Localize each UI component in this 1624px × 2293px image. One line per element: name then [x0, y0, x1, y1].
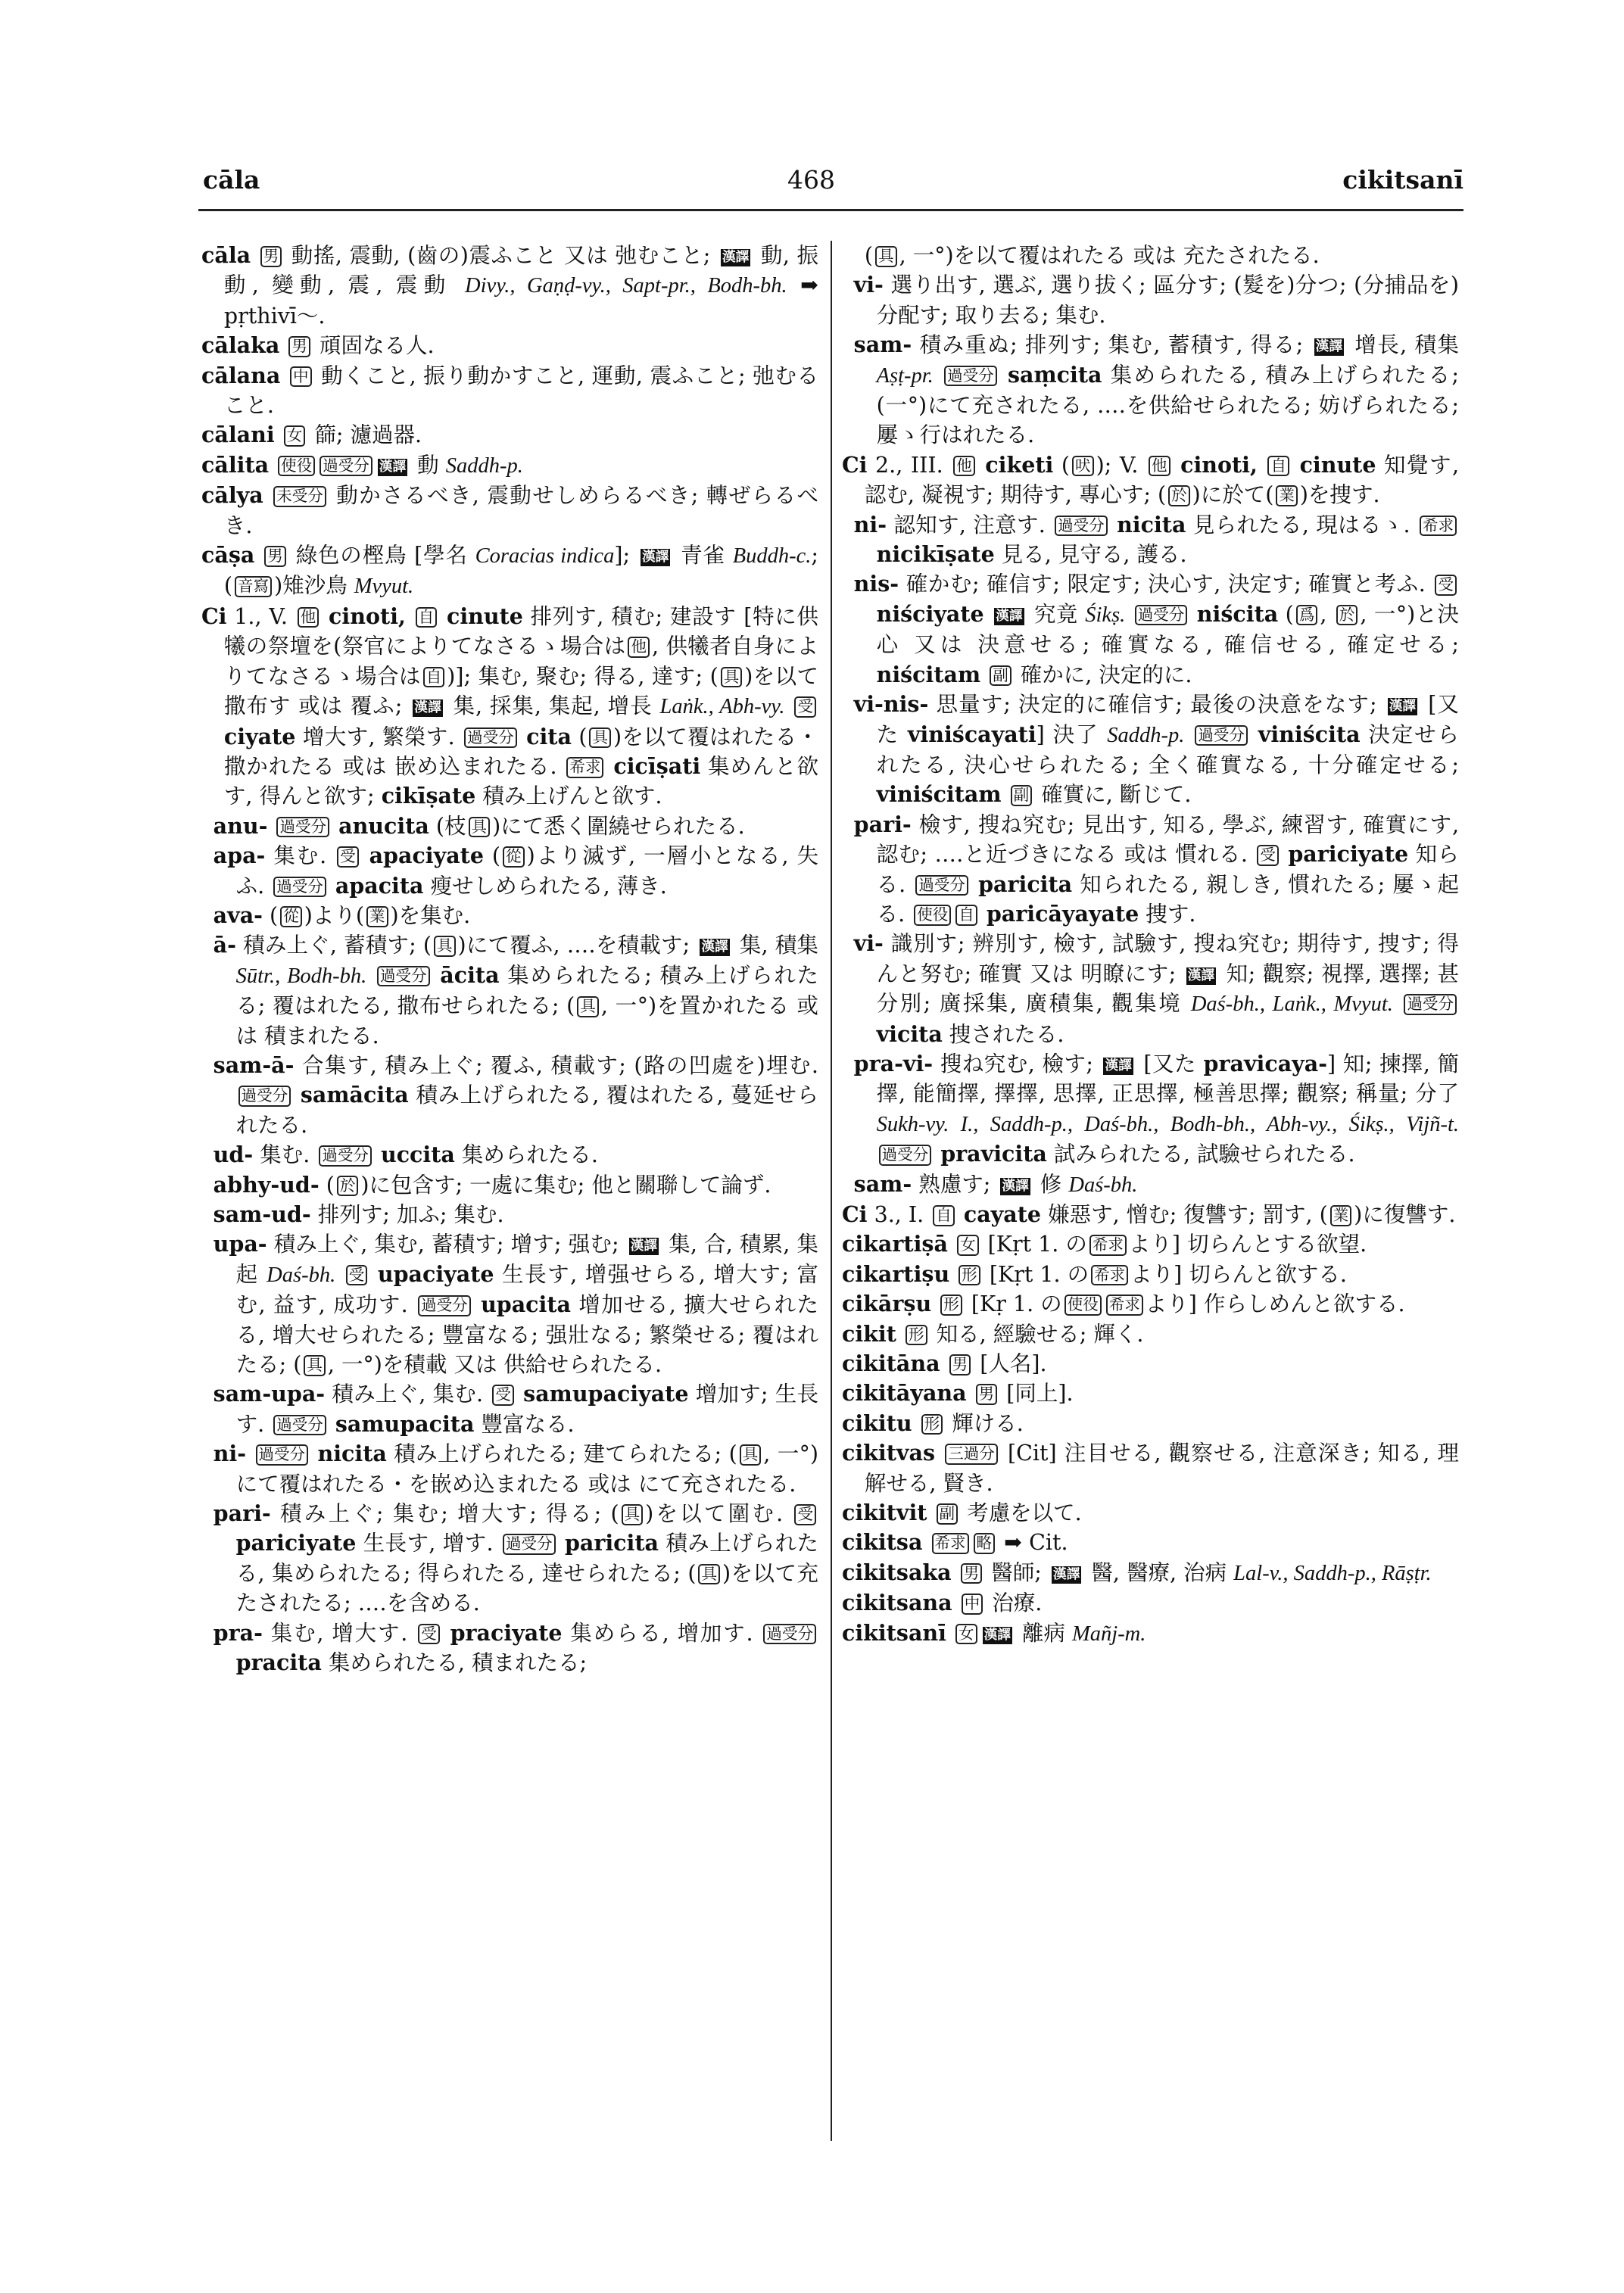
grammar-label: 具	[589, 727, 611, 749]
dictionary-entry: cikitāna 男 [人名].	[842, 1351, 1047, 1377]
source-abbreviation: Sukh-vy. I., Saddh-p., Daś-bh., Bodh-bh., Abh-vy., Śikṣ., Vijñ-t.	[876, 1112, 1459, 1136]
grammar-label: 略	[974, 1533, 996, 1554]
sub-entry: sam- 積み重ぬ; 排列す; 集む, 蓄積す, 得る; 漢譯 增長, 積集 Aṣṭ-pr. 過受分 saṃcita 集められたる, 積み上げられたる; (一°)にて充されたる, ‥‥を供給せられたる; 妨げられたる; 屢ゝ行はれたる.	[853, 332, 1459, 448]
dictionary-entry: cikitvas 三過分 [Cit] 注目せる, 觀察せる, 注意深き; 知る, 理解せる, 賢き.	[842, 1440, 1460, 1496]
translation-label: 漢譯	[1187, 967, 1215, 983]
headword: cālya	[201, 482, 263, 509]
grammar-label: 具	[721, 667, 743, 688]
dictionary-entry: cikitsa 希求 略 ➡ Cit.	[842, 1529, 1068, 1556]
headword: pari-	[853, 811, 912, 837]
grammar-label: 他	[298, 607, 320, 628]
sub-entry: ā- 積み上ぐ, 蓄積す; ( 具 )にて覆ふ, ‥‥を積載す; 漢譯 集, 積集 Sūtr., Bodh-bh. 過受分 ācita 集められたる; 積み上げられたる; 覆はれたる, 撒布せられたる; ( 具 , 一°)を置かれたる 或は 積まれたる.	[213, 932, 818, 1048]
grammar-label: 三過分	[945, 1444, 998, 1465]
grammar-label: 過受分	[238, 1086, 291, 1107]
headword: upa-	[213, 1231, 267, 1257]
grammar-label: 他	[1149, 456, 1170, 477]
grammar-label: 過受分	[418, 1295, 471, 1316]
grammar-label: 男	[976, 1384, 998, 1405]
dictionary-entry: cālaka 男 頑固なる人.	[201, 332, 435, 359]
translation-label: 漢譯	[414, 699, 441, 716]
headword: ciyate	[223, 723, 296, 749]
source-abbreviation: Aṣṭ-pr.	[876, 363, 934, 388]
running-head-right: cikitsanī	[1342, 165, 1463, 195]
grammar-label: 具	[577, 996, 599, 1017]
headword: niściyate	[876, 600, 984, 627]
headword: cinoti,	[329, 603, 406, 629]
grammar-label: 具	[622, 1504, 644, 1525]
headword: Ci	[201, 603, 227, 629]
grammar-label: 自	[933, 1205, 955, 1226]
sub-entry: upa- 積み上ぐ, 集む, 蓄積す; 增す; 强む; 漢譯 集, 合, 積累, 集起 Daś-bh. 受 upaciyate 生長す, 增强せらる, 增大す; 富む, 益す, 成功す. 過受分 upacita 增加せる, 擴大せられたる, 增大せられたる; 豐富なる; 强壯なる; 繁榮せる; 覆はれたる; ( 具 , 一°)を積載 又は 供給せられたる.	[213, 1231, 819, 1378]
grammar-label: 副	[990, 665, 1011, 687]
translation-label: 漢譯	[379, 458, 407, 475]
dictionary-entry: cikitsaka 男 醫師; 漢譯 醫, 醫療, 治病 Lal-v., Saddh-p., Rāṣṭr.	[842, 1559, 1432, 1585]
headword: ācita	[440, 961, 500, 988]
grammar-label: 業	[1276, 485, 1298, 506]
headword: apa-	[213, 843, 266, 869]
grammar-label: 過受分	[273, 1415, 326, 1436]
headword: sam-upa-	[213, 1381, 326, 1407]
dictionary-entry: cikārṣu 形 [Kṛ 1. の 使役 希求 より] 作らしめんと欲する.	[842, 1291, 1405, 1317]
headword: paricita	[564, 1530, 659, 1556]
headword: pracita	[235, 1650, 322, 1676]
headword: cikitsana	[842, 1590, 952, 1616]
grammar-label: 過受分	[944, 366, 997, 387]
grammar-label: 副	[937, 1503, 959, 1525]
translation-label: 漢譯	[1315, 338, 1342, 355]
source-abbreviation: Mañj-m.	[1072, 1622, 1146, 1646]
grammar-label: 女	[955, 1624, 977, 1645]
headword: cikārṣu	[842, 1291, 932, 1317]
grammar-label: 形	[906, 1325, 927, 1346]
grammar-label: 受	[794, 1504, 816, 1525]
headword: nicita	[1117, 511, 1186, 537]
grammar-label: 業	[1330, 1205, 1352, 1226]
headword: nicita	[317, 1441, 387, 1467]
dictionary-entry: cālya 未受分 動かさるべき, 震動せしめらるべき; 轉ぜらるべき.	[201, 482, 819, 538]
grammar-label: 男	[288, 336, 310, 357]
headword: ā-	[213, 932, 236, 958]
dictionary-entry: cikitvit 副 考慮を以て.	[842, 1500, 1082, 1526]
grammar-label: 中	[290, 366, 312, 388]
headword: anucita	[338, 812, 429, 839]
headword: pariciyate	[1288, 841, 1409, 868]
source-abbreviation: Daś-bh.	[1068, 1173, 1138, 1197]
grammar-label: 女	[957, 1235, 979, 1256]
sub-entry: vi- 識別す; 辨別す, 檢す, 試驗す, 搜ね究む; 期待す, 捜す; 得んと努む; 確實 又は 明瞭にす; 漢譯 知; 觀察; 視擇, 選擇; 甚分別; 廣採集, 廣積集, 觀集境 Daś-bh., Laṅk., Mvyut. 過受分 vicita 捜されたる.	[853, 930, 1459, 1047]
grammar-label: 過受分	[879, 1145, 932, 1166]
source-abbreviation: Buddh-c.	[732, 544, 812, 569]
sub-entry: ni- 過受分 nicita 積み上げられたる; 建てられたる; ( 具 , 一°)にて覆はれたる・を嵌め込まれたる 或は にて充されたる.	[213, 1441, 818, 1497]
grammar-label: 過受分	[273, 877, 326, 898]
grammar-label: 過受分	[1135, 605, 1188, 626]
headword: niścita	[1196, 600, 1279, 627]
grammar-label: 受	[337, 846, 359, 868]
translation-label: 漢譯	[1105, 1057, 1132, 1073]
headword: sam-ud-	[213, 1201, 311, 1227]
grammar-label: 中	[962, 1594, 983, 1615]
translation-label: 漢譯	[996, 607, 1023, 624]
grammar-label: 過受分	[1404, 994, 1457, 1015]
headword: apacita	[335, 872, 424, 899]
sub-entry: pra- 集む, 增大す. 受 praciyate 集めらる, 增加す. 過受分 pracita 集められたる, 積まれたる;	[201, 1618, 818, 1678]
translation-label: 漢譯	[1389, 698, 1417, 715]
headword: pravicita	[940, 1141, 1047, 1167]
grammar-label: 使役	[914, 905, 951, 926]
headword: abhy-ud-	[213, 1171, 320, 1198]
headword: cinute	[1299, 451, 1376, 478]
headword: cāla	[201, 242, 251, 268]
headword: pariciyate	[235, 1530, 357, 1556]
headword: pravicaya-	[1203, 1050, 1328, 1076]
headword: cikitāna	[842, 1351, 940, 1377]
sub-entry: sam-upa- 積み上ぐ, 集む. 受 samupaciyate 增加す; 生長す. 過受分 samupacita 豐富なる.	[213, 1381, 818, 1437]
grammar-label: 過受分	[320, 456, 372, 477]
dictionary-entry: cikartiṣā 女 [Kṛt 1. の 希求 より] 切らんとする欲望.	[842, 1231, 1367, 1257]
sub-entry: apa- 集む. 受 apaciyate ( 從 )より滅ず, 一層小となる, 失ふ. 過受分 apacita 瘦せしめられたる, 薄き.	[213, 843, 818, 899]
headword: ni-	[213, 1441, 247, 1467]
dictionary-entry: cālani 女 篩; 濾過器.	[201, 422, 422, 448]
sub-entry: ava- ( 從 )より( 業 )を集む.	[213, 902, 471, 928]
grammar-label: 具	[434, 936, 456, 957]
grammar-label: 男	[260, 246, 282, 267]
grammar-label: 過受分	[503, 1534, 556, 1555]
headword: cikitsaka	[842, 1559, 952, 1585]
sub-entry: abhy-ud- ( 於 )に包含す; 一處に集む; 他と關聯して論ず.	[213, 1171, 771, 1198]
dictionary-entry: cikitu 形 輝ける.	[842, 1410, 1024, 1436]
headword: Ci	[842, 1201, 868, 1227]
sub-entry: nis- 確かむ; 確信す; 限定す; 決心す, 決定す; 確實と考ふ. 受 niściyate 漢譯 究竟 Śikṣ. 過受分 niścita ( 爲 , 於 , 一°)と決心 又は 決意せる; 確實なる, 確信せる, 確定せる; niścitam 副 確かに, 決定的に.	[853, 571, 1459, 687]
source-abbreviation: Laṅk., Abh-vy.	[659, 695, 785, 719]
dictionary-entry: Ci 2., III. 他 ciketi ( 吠 ); V. 他 cinoti, 自 cinute 知覺す, 認む, 凝視す; 期待す, 專心す; ( 於 )に於て( 業 )を捜す.	[842, 451, 1460, 508]
grammar-label: 希求	[1091, 1265, 1128, 1286]
sub-entry: sam- 熟慮す; 漢譯 修 Daś-bh.	[853, 1170, 1138, 1197]
headword: niścitam	[876, 661, 981, 687]
dictionary-entry: cālita 使役 過受分 漢譯 動 Saddh-p.	[201, 451, 523, 478]
headword: cikartiṣā	[842, 1231, 948, 1257]
headword: cayate	[963, 1201, 1042, 1227]
grammar-label: 爲	[1296, 605, 1318, 626]
grammar-label: 受	[418, 1624, 440, 1645]
sub-entry: anu- 過受分 anucita (枝 具 )にて悉く圍繞せられたる.	[213, 812, 745, 839]
sub-entry: pari- 積み上ぐ; 集む; 增大す; 得る; ( 具 )を以て圍む. 受 pariciyate 生長す, 增す. 過受分 paricita 積み上げられたる, 集められたる; 得られたる, 達せられたる; ( 具 )を以て充たされたる; ‥‥を含める.	[213, 1500, 819, 1616]
grammar-label: 從	[503, 846, 525, 868]
grammar-label: 於	[1168, 485, 1190, 506]
grammar-label: 形	[940, 1294, 962, 1316]
grammar-label: 形	[921, 1414, 943, 1435]
source-abbreviation: Daś-bh.	[267, 1263, 336, 1287]
headword: cita	[526, 723, 572, 749]
headword: vi-	[853, 930, 884, 957]
translation-label: 漢譯	[630, 1238, 658, 1254]
sub-entry: pra-vi- 搜ね究む, 檢す; 漢譯 [又た pravicaya-] 知; 揀擇, 簡擇, 能簡擇, 擇擇, 思擇, 正思擇, 極善思擇; 觀察; 稱量; 分了 Sukh-vy. I., Saddh-p., Daś-bh., Bodh-bh., Abh-vy., Śikṣ., Vijñ-t. 過受分 pravicita 試みられたる, 試驗せられたる.	[853, 1050, 1459, 1167]
headword: praciyate	[450, 1619, 563, 1646]
grammar-label: 希求	[1106, 1294, 1143, 1316]
grammar-label: 使役	[1064, 1294, 1102, 1316]
grammar-label: 自	[955, 905, 977, 926]
headword: ud-	[213, 1142, 254, 1168]
headword: cikartiṣu	[842, 1260, 950, 1287]
dictionary-entry: cikit 形 知る, 經驗せる; 輝く.	[842, 1320, 1144, 1347]
headword: ava-	[213, 902, 263, 928]
running-head-left: cāla	[203, 165, 260, 195]
headword: vicita	[876, 1020, 943, 1047]
dictionary-entry: Ci 1., V. 他 cinoti, 自 cinute 排列す, 積む; 建設す [特に供犧の祭壇を(祭官によりてなさるゝ場合は 他 , 供犧者自身によりてなさるゝ場合は 自 )]; 集む, 聚む; 得る, 達す; ( 具 )を以て撒布す 或は 覆ふ; 漢譯 集, 採集, 集起, 增長 Laṅk., Abh-vy. 受 ciyate 增大す, 繁榮す. 過受分 cita ( 具 )を以て覆はれたる・撒かれたる 或は 嵌め込まれたる. 希求 cicīṣati 集めんと欲す, 得んと欲す; cikīṣate 積み上げんと欲す.	[201, 603, 819, 809]
headword: paricita	[978, 871, 1073, 897]
grammar-label: 音寫	[235, 576, 272, 597]
source-abbreviation: Divy., Gaṇḍ-vy., Sapt-pr., Bodh-bh.	[465, 274, 787, 298]
grammar-label: 自	[416, 607, 438, 628]
dictionary-entry: cikartiṣu 形 [Kṛt 1. の 希求 より] 切らんと欲する.	[842, 1260, 1347, 1287]
translation-label: 漢譯	[1002, 1177, 1029, 1194]
headword: cāṣa	[201, 542, 255, 569]
headword: samupaciyate	[523, 1381, 689, 1407]
dictionary-entry: cikitsana 中 治療.	[842, 1590, 1043, 1616]
dictionary-entry: cāṣa 男 綠色の樫鳥 [學名 Coracias indica]; 漢譯 青雀 Buddh-c.; ( 音寫 )雉沙鳥 Mvyut.	[201, 542, 818, 599]
headword: cikitu	[842, 1410, 912, 1436]
source-abbreviation: Saddh-p.	[445, 453, 523, 478]
dictionary-entry: cikitāyana 男 [同上].	[842, 1380, 1074, 1407]
headword: ni-	[853, 511, 887, 537]
grammar-label: 他	[628, 637, 650, 658]
grammar-label: 過受分	[464, 727, 517, 749]
headword: pari-	[213, 1500, 271, 1527]
grammar-label: 男	[961, 1563, 983, 1584]
headword: sam-ā-	[213, 1051, 295, 1078]
column-divider	[831, 241, 832, 2141]
headword: ciketi	[985, 451, 1054, 478]
headword: pra-vi-	[853, 1050, 934, 1076]
source-abbreviation: Saddh-p.	[1107, 723, 1185, 747]
grammar-label: 過受分	[256, 1444, 309, 1466]
headword: upaciyate	[377, 1260, 494, 1287]
grammar-label: 具	[304, 1355, 326, 1376]
grammar-label: 希求	[1420, 516, 1457, 537]
headword: sam-	[853, 1170, 912, 1197]
translation-label: 漢譯	[641, 549, 669, 565]
headword: cikitvit	[842, 1500, 927, 1526]
headword: cikitvas	[842, 1440, 935, 1466]
grammar-label: 希求	[566, 757, 603, 778]
page-number: 468	[787, 165, 835, 195]
grammar-label: 男	[264, 546, 286, 567]
headword: cālita	[201, 451, 270, 478]
grammar-label: 受	[794, 696, 816, 718]
entry-continuation: ( 具 , 一°)を以て覆はれたる 或は 充たされたる.	[864, 243, 1320, 268]
sub-entry: ni- 認知す, 注意す. 過受分 nicita 見られたる, 現はるゝ. 希求 nicikīṣate 見る, 見守る, 護る.	[842, 510, 1459, 570]
headword: cikit	[842, 1320, 896, 1347]
grammar-label: 副	[1011, 785, 1033, 806]
grammar-label: 過受分	[763, 1624, 816, 1645]
grammar-label: 自	[423, 667, 445, 688]
headword: sam-	[853, 332, 912, 358]
grammar-label: 過受分	[1195, 725, 1248, 746]
headword: cālana	[201, 362, 281, 388]
headword: cicīṣati	[613, 752, 701, 779]
sub-entry: sam-ā- 合集す, 積み上ぐ; 覆ふ, 積載す; (路の凹處を)埋む. 過受分 samācita 積み上げられたる, 覆はれたる, 蔓延せられたる.	[213, 1051, 818, 1138]
headword: cinute	[446, 603, 523, 629]
headword: pra-	[213, 1619, 263, 1646]
headword: nis-	[853, 571, 899, 597]
grammar-label: 希求	[1089, 1235, 1127, 1256]
headword: viniścitam	[876, 781, 1002, 808]
grammar-label: 過受分	[1055, 516, 1108, 537]
grammar-label: 受	[492, 1385, 514, 1406]
grammar-label: 受	[1257, 845, 1279, 866]
source-abbreviation: Daś-bh., Laṅk., Mvyut.	[1190, 992, 1393, 1017]
headword: cikitsa	[842, 1529, 923, 1556]
headword: samupacita	[335, 1410, 475, 1437]
headword: cālaka	[201, 332, 280, 359]
grammar-label: 他	[953, 456, 975, 477]
grammar-label: 受	[1435, 575, 1457, 596]
headword: nicikīṣate	[876, 541, 995, 568]
sub-entry: vi- 選り出す, 選ぶ, 選り拔く; 區分す; (髮を)分つ; (分捕品を)分配す; 取り去る; 集む.	[853, 272, 1459, 328]
headword: viniścayati	[907, 721, 1036, 747]
dictionary-entry: cāla 男 動搖, 震動, (齒の)震ふこと 又は 弛むこと; 漢譯 動, 振動, 變動, 震, 震動 Divy., Gaṇḍ-vy., Sapt-pr., Bodh-bh. ➡ pṛthivī〜.	[201, 242, 818, 329]
source-abbreviation: Coracias indica	[475, 544, 615, 569]
grammar-label: 具	[740, 1444, 762, 1466]
source-abbreviation: Śikṣ.	[1085, 603, 1126, 627]
grammar-label: 過受分	[276, 817, 329, 838]
translation-label: 漢譯	[983, 1626, 1011, 1643]
grammar-label: 具	[469, 817, 491, 838]
source-abbreviation: Mvyut.	[354, 575, 414, 599]
grammar-label: 具	[698, 1564, 720, 1585]
grammar-label: 形	[959, 1265, 980, 1286]
grammar-label: 過受分	[319, 1145, 372, 1167]
grammar-label: 於	[337, 1176, 359, 1197]
grammar-label: 從	[280, 906, 302, 927]
translation-label: 漢譯	[701, 939, 728, 955]
grammar-label: 於	[1336, 605, 1358, 626]
headword: samācita	[300, 1082, 409, 1108]
headword: vi-	[853, 272, 884, 298]
grammar-label: 具	[875, 246, 897, 267]
headword: Ci	[842, 451, 868, 478]
sub-entry: sam-ud- 排列す; 加ふ; 集む.	[213, 1201, 504, 1227]
headword: anu-	[213, 812, 268, 839]
grammar-label: 使役	[278, 456, 315, 477]
right-column	[842, 241, 1459, 1649]
left-column	[201, 241, 818, 1678]
grammar-label: 女	[284, 425, 306, 447]
grammar-label: 未受分	[273, 486, 326, 507]
dictionary-entry: cikitsanī 女 漢譯 離病 Mañj-m.	[842, 1619, 1146, 1646]
sub-entry: ud- 集む. 過受分 uccita 集められたる.	[213, 1142, 598, 1168]
headword: paricāyayate	[986, 900, 1139, 927]
headword: uccita	[380, 1142, 455, 1168]
translation-label: 漢譯	[722, 249, 750, 265]
grammar-label: 自	[1267, 456, 1289, 477]
sub-entry: vi-nis- 思量す; 決定的に確信す; 最後の決意をなす; 漢譯 [又た viniścayati] 決了 Saddh-p. 過受分 viniścita 決定せられたる, 決心せられたる; 全く確實なる, 十分確定せる; viniścitam 副 確實に, 斷じて.	[853, 691, 1460, 808]
grammar-label: 吠	[1072, 456, 1094, 477]
header-rule	[198, 209, 1463, 211]
translation-label: 漢譯	[1052, 1566, 1080, 1582]
grammar-label: 過受分	[915, 875, 968, 896]
grammar-label: 男	[949, 1354, 971, 1375]
grammar-label: 希求	[932, 1533, 969, 1554]
headword: vi-nis-	[853, 691, 929, 718]
dictionary-entry: Ci 3., I. 自 cayate 嫌惡す, 憎む; 復讐す; 罰す, ( 業 )に復讐す.	[842, 1201, 1456, 1227]
headword: cinoti,	[1180, 451, 1258, 478]
headword: saṃcita	[1007, 361, 1102, 388]
headword: cālani	[201, 422, 275, 448]
sub-entry: pari- 檢す, 搜ね究む; 見出す, 知る, 學ぶ, 練習す, 確實にす, 認む; ‥‥と近づきになる 或は 慣れる. 受 pariciyate 知らる. 過受分 paricita 知られたる, 親しき, 慣れたる; 屢ゝ起る. 使役 自 paricāyayate 捜す.	[853, 811, 1460, 927]
source-abbreviation: Sūtr., Bodh-bh.	[235, 964, 367, 988]
grammar-label: 受	[346, 1265, 368, 1286]
headword: cikitsanī	[842, 1619, 946, 1646]
headword: upacita	[481, 1291, 571, 1318]
grammar-label: 過受分	[377, 966, 430, 987]
headword: apaciyate	[369, 843, 484, 869]
dictionary-entry: cālana 中 動くこと, 振り動かすこと, 運動, 震ふこと; 弛むること.	[201, 362, 818, 419]
headword: cikīṣate	[381, 783, 476, 809]
headword: viniścita	[1258, 721, 1361, 747]
grammar-label: 業	[366, 906, 388, 927]
headword: cikitāyana	[842, 1380, 967, 1407]
source-abbreviation: Lal-v., Saddh-p., Rāṣṭr.	[1233, 1561, 1432, 1585]
